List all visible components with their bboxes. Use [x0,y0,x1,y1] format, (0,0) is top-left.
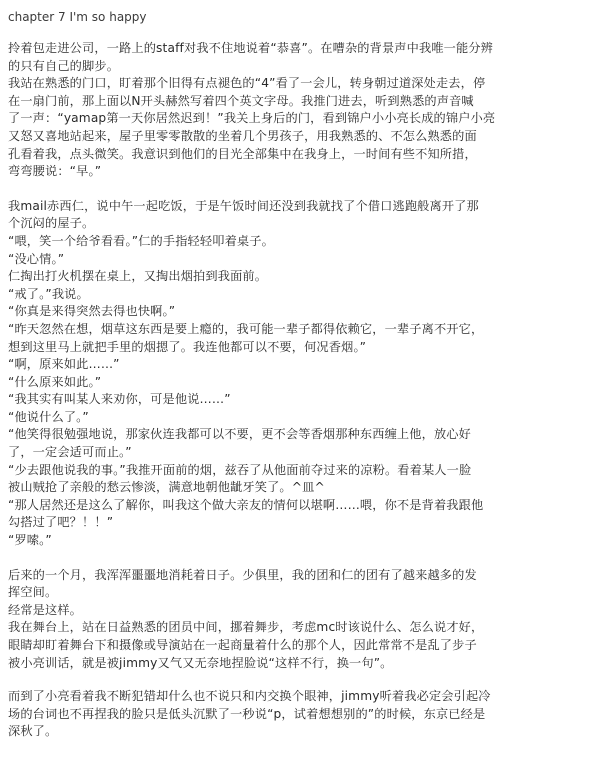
text-line: 拎着包走进公司，一路上的staff对我不住地说着“恭喜”。在嘈杂的背景声中我唯一能分辨 [8,41,494,55]
text-line: 我在舞台上，站在日益熟悉的团员中间，挪着舞步，考虑mc时该说什么、怎么说才好， [8,620,484,635]
text-line: 想到这里马上就把手里的烟摁了。我连他都可以不要，何况香烟。” [8,339,367,354]
text-line: 场的台词也不再捏我的脸只是低头沉默了一秒说“p，试着想想别的”的时候，东京已经是 [8,706,486,721]
text-line: “啊，原来如此……” [8,357,120,372]
text-line: “喂，笑一个给爷看看。”仁的手指轻轻叩着桌子。 [8,233,274,248]
text-line: 勾搭过了吧？！！” [8,515,114,530]
text-line: 我mail赤西仁，说中午一起吃饭，于是午饭时间还没到我就找了个借口逃跑般离开了那 [8,198,479,213]
text-line: 个沉闷的屋子。 [8,216,95,231]
text-line: 眼睛却盯着舞台下和摄像或导演站在一起商量着什么的那个人，因此常常不是乱了步子 [8,638,477,652]
text-line: 深秋了。 [8,724,58,739]
text-line: “那人居然还是这么了解你，叫我这个做大亲友的情何以堪啊……喂，你不是背着我跟他 [8,497,484,512]
paragraph-lunch-dialogue [8,198,583,550]
paragraph-arrival [8,40,583,181]
text-line: 孔看着我，点头微笑。我意识到他们的目光全部集中在我身上，一时间有些不知所措， [8,146,477,161]
text-line: 弯弯腰说：“早。” [8,164,102,179]
text-line: 我站在熟悉的门口，盯着那个旧得有点褪色的“4”看了一会儿，转身朝过道深处走去，停 [8,76,486,91]
text-line: “他说什么了。” [8,409,89,424]
paragraph-gap [8,181,583,198]
text-line: “你真是来得突然去得也快啊。” [8,304,176,319]
text-line: 又怒又喜地站起来，屋子里零零散散的坐着几个男孩子，用我熟悉的、不怎么熟悉的面 [8,128,477,143]
text-line: “我其实有叫某人来劝你，可是他说……” [8,392,231,407]
paragraph-late-autumn [8,688,583,741]
paragraph-gap [8,550,583,567]
text-line: 在一扇门前，那上面以N开头赫然写着四个英文字母。我推门进去，听到熟悉的声音喊 [8,93,474,108]
text-line: “没心情。” [8,251,65,266]
text-line: 仁掏出打火机摆在桌上，又掏出烟拍到我面前。 [8,269,268,284]
chapter-page [8,8,583,741]
text-line: 的只有自己的脚步。 [8,58,120,73]
paragraph-month-later [8,567,583,673]
text-line: “戒了。”我说。 [8,286,89,301]
text-line: “昨天忽然在想，烟草这东西是要上瘾的，我可能一辈子都得依赖它，一辈子离不开它， [8,321,484,336]
text-line: 了一声：“yamap第一天你居然迟到！”我关上身后的门，看到锦户小小亮长成的锦户小亮 [8,111,496,126]
paragraph-gap [8,672,583,688]
text-line: “他笑得很勉强地说，那家伙连我都可以不要，更不会等香烟那种东西缠上他，放心好 [8,427,471,442]
text-line: 后来的一个月，我浑浑噩噩地消耗着日子。少俱里，我的团和仁的团有了越来越多的发 [8,567,477,582]
text-line: 挥空间。 [8,585,58,600]
text-line: 经常是这样。 [8,602,83,617]
text-line: 了，一定会适可而止。” [8,445,132,460]
text-line: “少去跟他说我的事。”我推开面前的烟，兹吞了从他面前夺过来的凉粉。看着某人一脸 [8,462,472,477]
text-line: “什么原来如此。” [8,374,102,389]
text-line: “罗嗦。” [8,533,52,548]
text-line: 被山贼抢了亲般的愁云惨淡，满意地朝他龇牙笑了。^皿^ [8,480,325,495]
text-line: 被小亮训话，就是被jimmy又气又无奈地捏脸说“这样不行，换一句”。 [8,655,393,670]
chapter-title: chapter 7 I'm so happy [8,10,147,24]
text-line: 而到了小亮看着我不断犯错却什么也不说只和内交换个眼神，jimmy听着我必定会引起冷 [8,689,491,704]
